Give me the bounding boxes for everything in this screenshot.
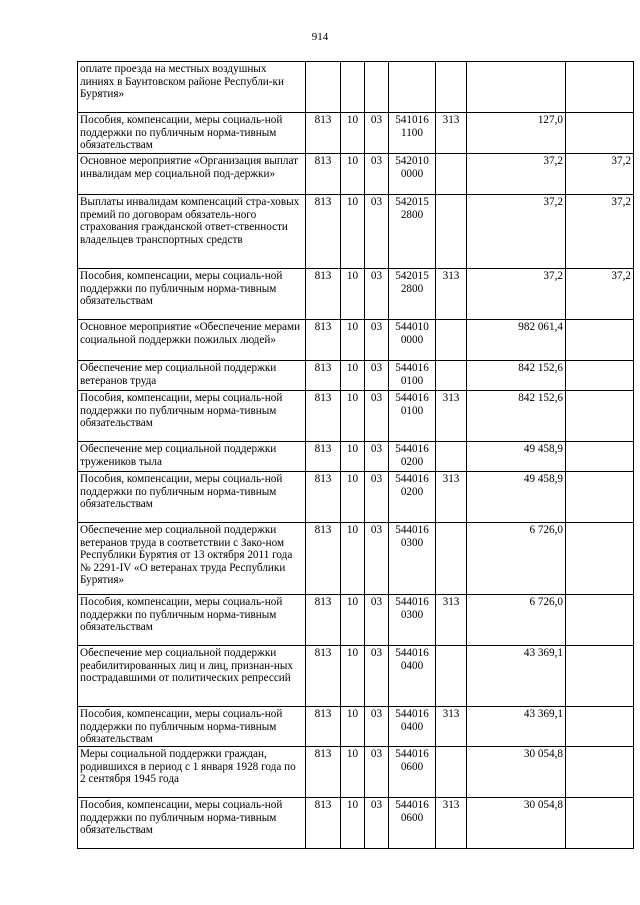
section-code-cell: 10 — [341, 361, 365, 391]
target-article-cell — [389, 707, 436, 747]
section-code-cell: 10 — [341, 523, 365, 595]
subsection-code-cell: 03 — [365, 442, 389, 472]
expense-type-cell: 313 — [436, 472, 467, 523]
subsection-code-cell: 03 — [365, 798, 389, 849]
target-article-cell — [389, 269, 436, 320]
row-name-cell: Пособия, компенсации, меры социаль-ной поддержки по публичным норма-тивным обязательствам — [78, 269, 306, 320]
amount-secondary-cell — [566, 707, 634, 747]
section-code-cell: 10 — [341, 269, 365, 320]
expense-type-cell — [436, 62, 467, 113]
grbs-code-cell: 813 — [306, 472, 341, 523]
target-article-cell — [389, 442, 436, 472]
table-row — [78, 269, 634, 320]
target-article-cell — [389, 113, 436, 154]
grbs-code-cell: 813 — [306, 269, 341, 320]
amount-secondary-cell — [566, 523, 634, 595]
expense-type-cell: 313 — [436, 391, 467, 442]
table-row — [78, 595, 634, 646]
target-article-part-1: 544016 — [395, 596, 429, 608]
target-article-part-1: 544016 — [395, 647, 429, 659]
grbs-code-cell: 813 — [306, 320, 341, 361]
amount-secondary-cell: 37,2 — [566, 154, 634, 195]
amount-cell: 30 054,8 — [467, 747, 566, 798]
table-row — [78, 442, 634, 472]
amount-cell: 43 369,1 — [467, 707, 566, 747]
target-article-part-2: 0300 — [400, 536, 424, 549]
table-row — [78, 154, 634, 195]
expense-type-cell: 313 — [436, 707, 467, 747]
target-article-part-2: 2800 — [400, 282, 424, 295]
row-name-cell: Основное мероприятие «Организация выплат инвалидам мер социальной под-держки» — [78, 154, 306, 195]
section-code-cell: 10 — [341, 391, 365, 442]
amount-secondary-cell — [566, 646, 634, 707]
subsection-code-cell: 03 — [365, 747, 389, 798]
expense-type-cell — [436, 361, 467, 391]
grbs-code-cell: 813 — [306, 707, 341, 747]
target-article-part-2: 0100 — [400, 374, 424, 387]
amount-cell: 982 061,4 — [467, 320, 566, 361]
table-row — [78, 391, 634, 442]
target-article-part-2: 0200 — [400, 485, 424, 498]
target-article-part-2: 1100 — [401, 126, 423, 139]
subsection-code-cell: 03 — [365, 523, 389, 595]
budget-table-body — [78, 62, 634, 849]
target-article-part-1: 544010 — [395, 321, 429, 333]
grbs-code-cell: 813 — [306, 747, 341, 798]
subsection-code-cell: 03 — [365, 320, 389, 361]
expense-type-cell: 313 — [436, 269, 467, 320]
amount-cell: 49 458,9 — [467, 442, 566, 472]
amount-secondary-cell: 37,2 — [566, 269, 634, 320]
grbs-code-cell: 813 — [306, 361, 341, 391]
table-row — [78, 646, 634, 707]
row-name-cell: Обеспечение мер социальной поддержки тружеников тыла — [78, 442, 306, 472]
subsection-code-cell: 03 — [365, 154, 389, 195]
table-row — [78, 747, 634, 798]
target-article-part-1: 544016 — [395, 708, 429, 720]
target-article-part-2: 0000 — [400, 167, 424, 180]
target-article-part-1: 542010 — [395, 155, 429, 167]
amount-secondary-cell — [566, 391, 634, 442]
section-code-cell — [341, 62, 365, 113]
expense-type-cell — [436, 523, 467, 595]
row-name-cell: оплате проезда на местных воздушных линиях в Баунтовском районе Республи-ки Бурятия» — [78, 62, 306, 113]
target-article-part-1: 542015 — [395, 270, 429, 282]
target-article-cell — [389, 523, 436, 595]
table-row — [78, 523, 634, 595]
subsection-code-cell: 03 — [365, 595, 389, 646]
grbs-code-cell: 813 — [306, 154, 341, 195]
amount-secondary-cell — [566, 62, 634, 113]
table-row — [78, 113, 634, 154]
target-article-cell — [389, 320, 436, 361]
subsection-code-cell: 03 — [365, 391, 389, 442]
subsection-code-cell: 03 — [365, 113, 389, 154]
target-article-cell — [389, 595, 436, 646]
target-article-part-1: 544016 — [395, 443, 429, 455]
budget-table — [77, 61, 634, 849]
expense-type-cell: 313 — [436, 595, 467, 646]
row-name-cell: Обеспечение мер социальной поддержки реабилитированных лиц и лиц, признан-ных пострадавшими от политических репрессий — [78, 646, 306, 707]
row-name-cell: Обеспечение мер социальной поддержки ветеранов труда — [78, 361, 306, 391]
target-article-cell — [389, 646, 436, 707]
subsection-code-cell: 03 — [365, 195, 389, 269]
expense-type-cell: 313 — [436, 113, 467, 154]
amount-cell: 43 369,1 — [467, 646, 566, 707]
row-name-cell: Меры социальной поддержки граждан, родившихся в период с 1 января 1928 года по 2 сентября 1945 года — [78, 747, 306, 798]
subsection-code-cell: 03 — [365, 707, 389, 747]
target-article-cell — [389, 472, 436, 523]
target-article-part-1: 544016 — [395, 473, 429, 485]
row-name-cell: Пособия, компенсации, меры социаль-ной поддержки по публичным норма-тивным обязательствам — [78, 707, 306, 747]
target-article-cell — [389, 195, 436, 269]
grbs-code-cell: 813 — [306, 798, 341, 849]
section-code-cell: 10 — [341, 595, 365, 646]
grbs-code-cell: 813 — [306, 442, 341, 472]
target-article-cell — [389, 154, 436, 195]
expense-type-cell — [436, 747, 467, 798]
target-article-part-2: 0100 — [400, 404, 424, 417]
target-article-part-2: 0600 — [400, 760, 424, 773]
amount-secondary-cell: 37,2 — [566, 195, 634, 269]
amount-cell: 6 726,0 — [467, 523, 566, 595]
amount-cell: 37,2 — [467, 269, 566, 320]
row-name-cell: Пособия, компенсации, меры социаль-ной поддержки по публичным норма-тивным обязательствам — [78, 595, 306, 646]
amount-cell: 30 054,8 — [467, 798, 566, 849]
target-article-part-1: 544016 — [395, 748, 429, 760]
expense-type-cell — [436, 320, 467, 361]
target-article-part-1: 544016 — [395, 392, 429, 404]
expense-type-cell — [436, 195, 467, 269]
row-name-cell: Пособия, компенсации, меры социаль-ной поддержки по публичным норма-тивным обязательствам — [78, 472, 306, 523]
grbs-code-cell — [306, 62, 341, 113]
amount-secondary-cell — [566, 472, 634, 523]
target-article-cell — [389, 798, 436, 849]
subsection-code-cell: 03 — [365, 472, 389, 523]
amount-secondary-cell — [566, 113, 634, 154]
section-code-cell: 10 — [341, 798, 365, 849]
grbs-code-cell: 813 — [306, 523, 341, 595]
section-code-cell: 10 — [341, 472, 365, 523]
grbs-code-cell: 813 — [306, 595, 341, 646]
grbs-code-cell: 813 — [306, 195, 341, 269]
amount-cell: 37,2 — [467, 195, 566, 269]
expense-type-cell — [436, 154, 467, 195]
table-row — [78, 195, 634, 269]
amount-secondary-cell — [566, 747, 634, 798]
row-name-cell: Обеспечение мер социальной поддержки ветеранов труда в соответствии с Зако-ном Республики Бурятия от 13 октября 2011 года № 2291-IV «О ветеранах труда Республики Бурятия» — [78, 523, 306, 595]
target-article-part-1: 542015 — [395, 196, 429, 208]
target-article-part-2: 0300 — [400, 608, 424, 621]
target-article-part-1: 544016 — [395, 799, 429, 811]
subsection-code-cell — [365, 62, 389, 113]
amount-cell: 49 458,9 — [467, 472, 566, 523]
target-article-cell — [389, 361, 436, 391]
section-code-cell: 10 — [341, 320, 365, 361]
table-row — [78, 361, 634, 391]
target-article-part-2: 0600 — [400, 811, 424, 824]
row-name-cell: Пособия, компенсации, меры социаль-ной поддержки по публичным норма-тивным обязательствам — [78, 391, 306, 442]
expense-type-cell: 313 — [436, 798, 467, 849]
section-code-cell: 10 — [341, 154, 365, 195]
table-row — [78, 798, 634, 849]
amount-cell: 37,2 — [467, 154, 566, 195]
target-article-part-2: 0400 — [400, 659, 424, 672]
target-article-part-1: 541016 — [395, 114, 429, 126]
row-name-cell: Основное мероприятие «Обеспечение мерами социальной поддержки пожилых людей» — [78, 320, 306, 361]
target-article-part-2: 0000 — [400, 333, 424, 346]
row-name-cell: Пособия, компенсации, меры социаль-ной поддержки по публичным норма-тивным обязательствам — [78, 113, 306, 154]
amount-secondary-cell — [566, 361, 634, 391]
target-article-cell — [389, 62, 436, 113]
target-article-cell — [389, 747, 436, 798]
target-article-part-1: 544016 — [395, 362, 429, 374]
page-number: 914 — [311, 31, 329, 43]
section-code-cell: 10 — [341, 646, 365, 707]
section-code-cell: 10 — [341, 707, 365, 747]
target-article-part-2: 0200 — [400, 455, 424, 468]
table-row — [78, 472, 634, 523]
amount-cell: 842 152,6 — [467, 391, 566, 442]
expense-type-cell — [436, 646, 467, 707]
target-article-part-2: 0400 — [400, 720, 424, 733]
amount-cell: 6 726,0 — [467, 595, 566, 646]
section-code-cell: 10 — [341, 195, 365, 269]
target-article-part-1: 544016 — [395, 524, 429, 536]
amount-secondary-cell — [566, 595, 634, 646]
table-row — [78, 707, 634, 747]
subsection-code-cell: 03 — [365, 269, 389, 320]
grbs-code-cell: 813 — [306, 113, 341, 154]
amount-secondary-cell — [566, 442, 634, 472]
subsection-code-cell: 03 — [365, 361, 389, 391]
amount-secondary-cell — [566, 798, 634, 849]
amount-cell: 842 152,6 — [467, 361, 566, 391]
table-row — [78, 320, 634, 361]
subsection-code-cell: 03 — [365, 646, 389, 707]
amount-secondary-cell — [566, 320, 634, 361]
grbs-code-cell: 813 — [306, 646, 341, 707]
section-code-cell: 10 — [341, 442, 365, 472]
section-code-cell: 10 — [341, 113, 365, 154]
row-name-cell: Пособия, компенсации, меры социаль-ной поддержки по публичным норма-тивным обязательствам — [78, 798, 306, 849]
table-row — [78, 62, 634, 113]
amount-cell: 127,0 — [467, 113, 566, 154]
grbs-code-cell: 813 — [306, 391, 341, 442]
amount-cell — [467, 62, 566, 113]
row-name-cell: Выплаты инвалидам компенсаций стра-ховых премий по договорам обязатель-ного страхования гражданской ответ-ственности владельцев транспортных средств — [78, 195, 306, 269]
expense-type-cell — [436, 442, 467, 472]
section-code-cell: 10 — [341, 747, 365, 798]
target-article-part-2: 2800 — [400, 208, 424, 221]
target-article-cell — [389, 391, 436, 442]
